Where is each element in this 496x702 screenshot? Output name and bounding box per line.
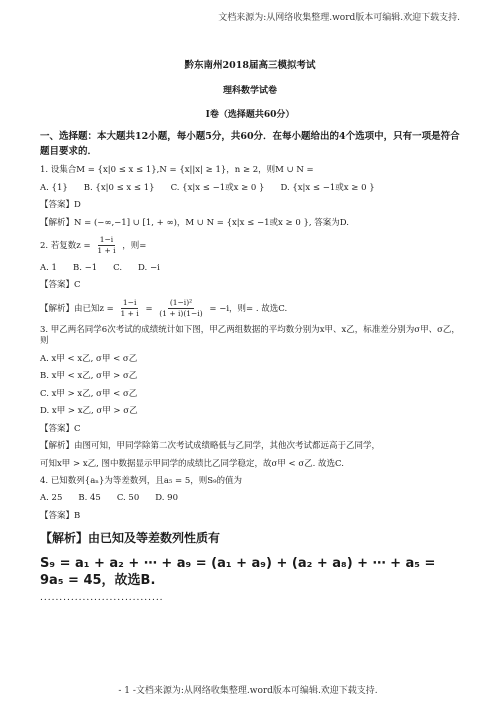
q2-stem-pre: 2. 若复数z = — [40, 241, 91, 252]
q2-frac-den: 1 + i — [97, 246, 116, 256]
q1-option-d: D. {x|x ≤ −1或x ≥ 0 } — [280, 182, 375, 193]
q3-stem: 3. 甲乙两名同学6次考试的成绩统计如下图，甲乙两组数据的平均数分别为x甲、x乙，标准差分别为σ甲、σ乙，则 — [40, 324, 460, 347]
q2-analysis-frac2 — [157, 298, 204, 319]
q1-option-b: B. {x|0 ≤ x ≤ 1} — [83, 182, 155, 193]
q1-option-a: A. {1} — [40, 182, 68, 193]
q2-frac-num: 1−i — [98, 235, 115, 246]
exam-title: 黔东南州2018届高三模拟考试 — [184, 60, 316, 71]
q2-analysis-frac1-den: 1 + i — [120, 308, 139, 318]
q3-option-b: B. x甲 < x乙, σ甲 > σ乙 — [40, 371, 138, 382]
q2-analysis-frac2-den: (1 + i)(1−i) — [159, 308, 203, 318]
q2-option-b: B. −1 — [72, 262, 98, 273]
q3-option-d: D. x甲 > x乙, σ甲 > σ乙 — [40, 406, 138, 417]
q2-analysis-post: = −i，则= . 故选C. — [209, 303, 288, 314]
q3-answer: 【答案】C — [40, 423, 81, 434]
q1-analysis: 【解析】N = (−∞,−1] ∪ [1, + ∞)，M ∪ N = {x|x ≤ −1或x ≥ 0 }, 答案为D. — [40, 217, 349, 228]
q4-analysis-heading: 【解析】由已知及等差数列性质有 — [40, 531, 221, 546]
q1-answer: 【答案】D — [40, 200, 81, 211]
q2-option-d: D. −i — [138, 262, 160, 273]
q4-analysis-formula: S₉ = a₁ + a₂ + ⋯ + a₉ = (a₁ + a₉) + (a₂ + a₈) + ⋯ + a₅ = 9a₅ = 45，故选B. — [40, 555, 436, 589]
document-content — [40, 60, 460, 604]
q3-option-a: A. x甲 < x乙, σ甲 < σ乙 — [40, 353, 138, 364]
header-note: 文档来源为:从网络收集整理.word版本可编辑.欢迎下载支持. — [218, 13, 460, 23]
q2-stem — [40, 235, 460, 256]
q4-dots: ................................ — [40, 592, 164, 603]
q4-stem: 4. 已知数列{aₙ}为等差数列，且a₅ = 5，则S₉的值为 — [40, 476, 243, 486]
q2-fraction — [95, 235, 117, 256]
q1-options — [40, 183, 460, 194]
q4-options — [40, 493, 460, 504]
exam-subtitle: 理科数学试卷 — [222, 85, 277, 96]
q2-options — [40, 263, 460, 274]
q4-answer: 【答案】B — [40, 510, 81, 521]
q3-analysis-line1: 【解析】由图可知，甲同学除第二次考试成绩略低与乙同学，其他次考试都远高于乙同学， — [40, 441, 381, 452]
q2-analysis-frac1 — [119, 298, 141, 319]
q4-option-a: A. 25 — [40, 493, 63, 504]
q2-option-c: C. — [113, 262, 123, 273]
q2-answer: 【答案】C — [40, 280, 81, 291]
q3-analysis-line2: 可知x甲 > x乙, 图中数据显示甲同学的成绩比乙同学稳定，故σ甲 < σ乙. 故选C. — [40, 458, 344, 469]
q2-stem-post: ，则= — [122, 241, 147, 252]
q2-analysis-eq: = — [145, 303, 153, 314]
q2-analysis-pre: 【解析】由已知z = — [40, 303, 114, 314]
q2-analysis — [40, 298, 460, 319]
q2-analysis-frac1-num: 1−i — [121, 298, 138, 309]
footer-note: - 1 -文档来源为:从网络收集整理.word版本可编辑.欢迎下载支持. — [118, 686, 378, 696]
q1-stem: 1. 设集合M = {x|0 ≤ x ≤ 1},N = {x||x| ≥ 1}，n ≥ 2，则M ∪ N = — [40, 165, 314, 176]
part-heading: I卷（选择题共60分） — [205, 109, 295, 120]
q4-option-c: C. 50 — [116, 493, 140, 504]
q4-option-b: B. 45 — [78, 493, 101, 504]
q1-option-c: C. {x|x ≤ −1或x ≥ 0 } — [170, 182, 265, 193]
q2-analysis-frac2-num: (1−i)² — [168, 298, 194, 309]
section-instructions: 一、选择题：本大题共12小题，每小题5分，共60分．在每小题给出的4个选项中，只有一项是符合题目要求的． — [40, 131, 460, 158]
q2-option-a: A. 1 — [40, 262, 57, 273]
q3-option-c: C. x甲 > x乙, σ甲 < σ乙 — [40, 388, 138, 399]
q4-option-d: D. 90 — [155, 493, 178, 504]
